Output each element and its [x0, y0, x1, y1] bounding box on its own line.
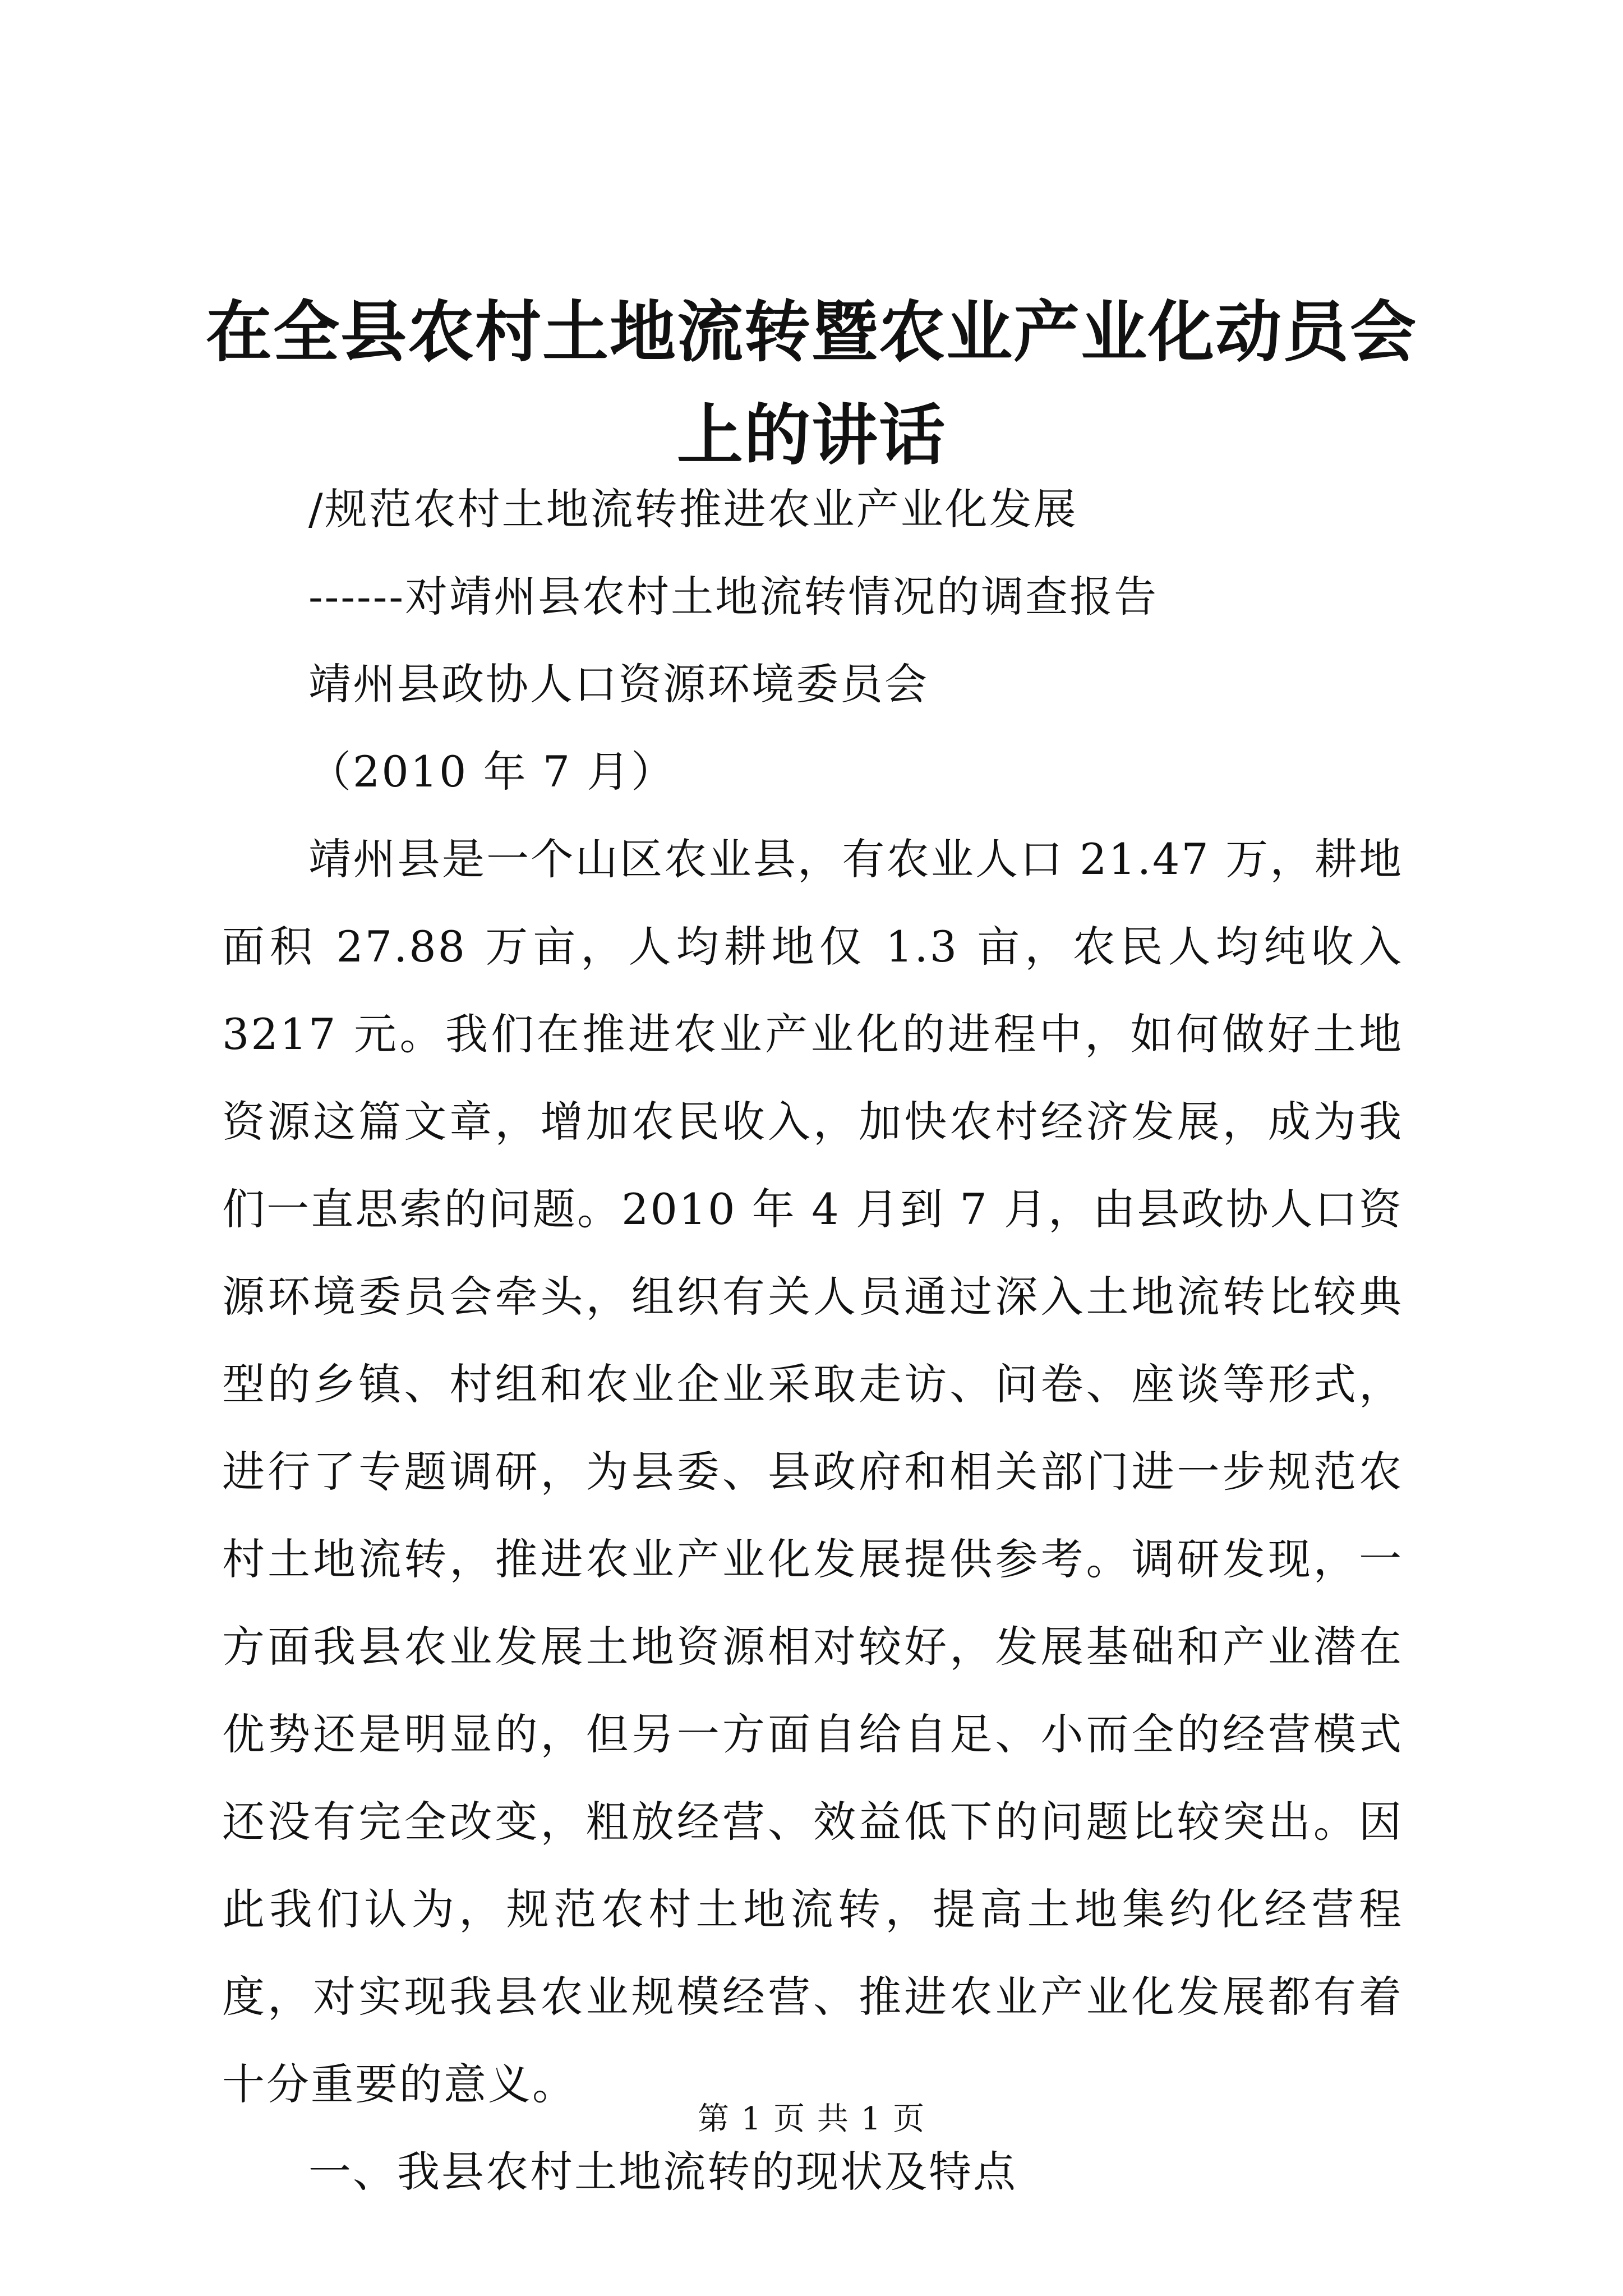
document-title: 在全县农村土地流转暨农业产业化动员会上的讲话 [205, 293, 1417, 474]
author-line: 靖州县政协人口资源环境委员会 [308, 659, 929, 709]
subtitle-line: /规范农村土地流转推进农业产业化发展 [308, 484, 1078, 534]
page-footer: 第 1 页 共 1 页 [697, 2101, 926, 2137]
date-line: （2010 年 7 月） [308, 747, 676, 797]
section-heading: 一、我县农村土地流转的现状及特点 [308, 2147, 1017, 2197]
document-body [222, 466, 1403, 2216]
report-line: ------对靖州县农村土地流转情况的调查报告 [308, 572, 1159, 622]
intro-paragraph: 靖州县是一个山区农业县，有农业人口 21.47 万，耕地面积 27.88 万亩，人均耕地仅 1.3 亩，农民人均纯收入 3217 元。我们在推进农业产业化的进程中，如何做好土地资源这篇文章，增加农民收入，加快农村经济发展，成为我们一直思索的问题。2010 年 4 月到 7 月，由县政协人口资源环境委员会牵头，组织有关人员通过深入土地流转比较典型的乡镇、村组和农业企业采取走访、问卷、座谈等形式，进行了专题调研，为县委、县政府和相关部门进一步规范农村土地流转，推进农业产业化发展提供参考。调研发现，一方面我县农业发展土地资源相对较好，发展基础和产业潜在优势还是明显的，但另一方面自给自足、小而全的经营模式还没有完全改变，粗放经营、效益低下的问题比较突出。因此我们认为，规范农村土地流转，提高土地集约化经营程度，对实现我县农业规模经营、推进农业产业化发展都有着十分重要的意义。 [222, 834, 1403, 2109]
